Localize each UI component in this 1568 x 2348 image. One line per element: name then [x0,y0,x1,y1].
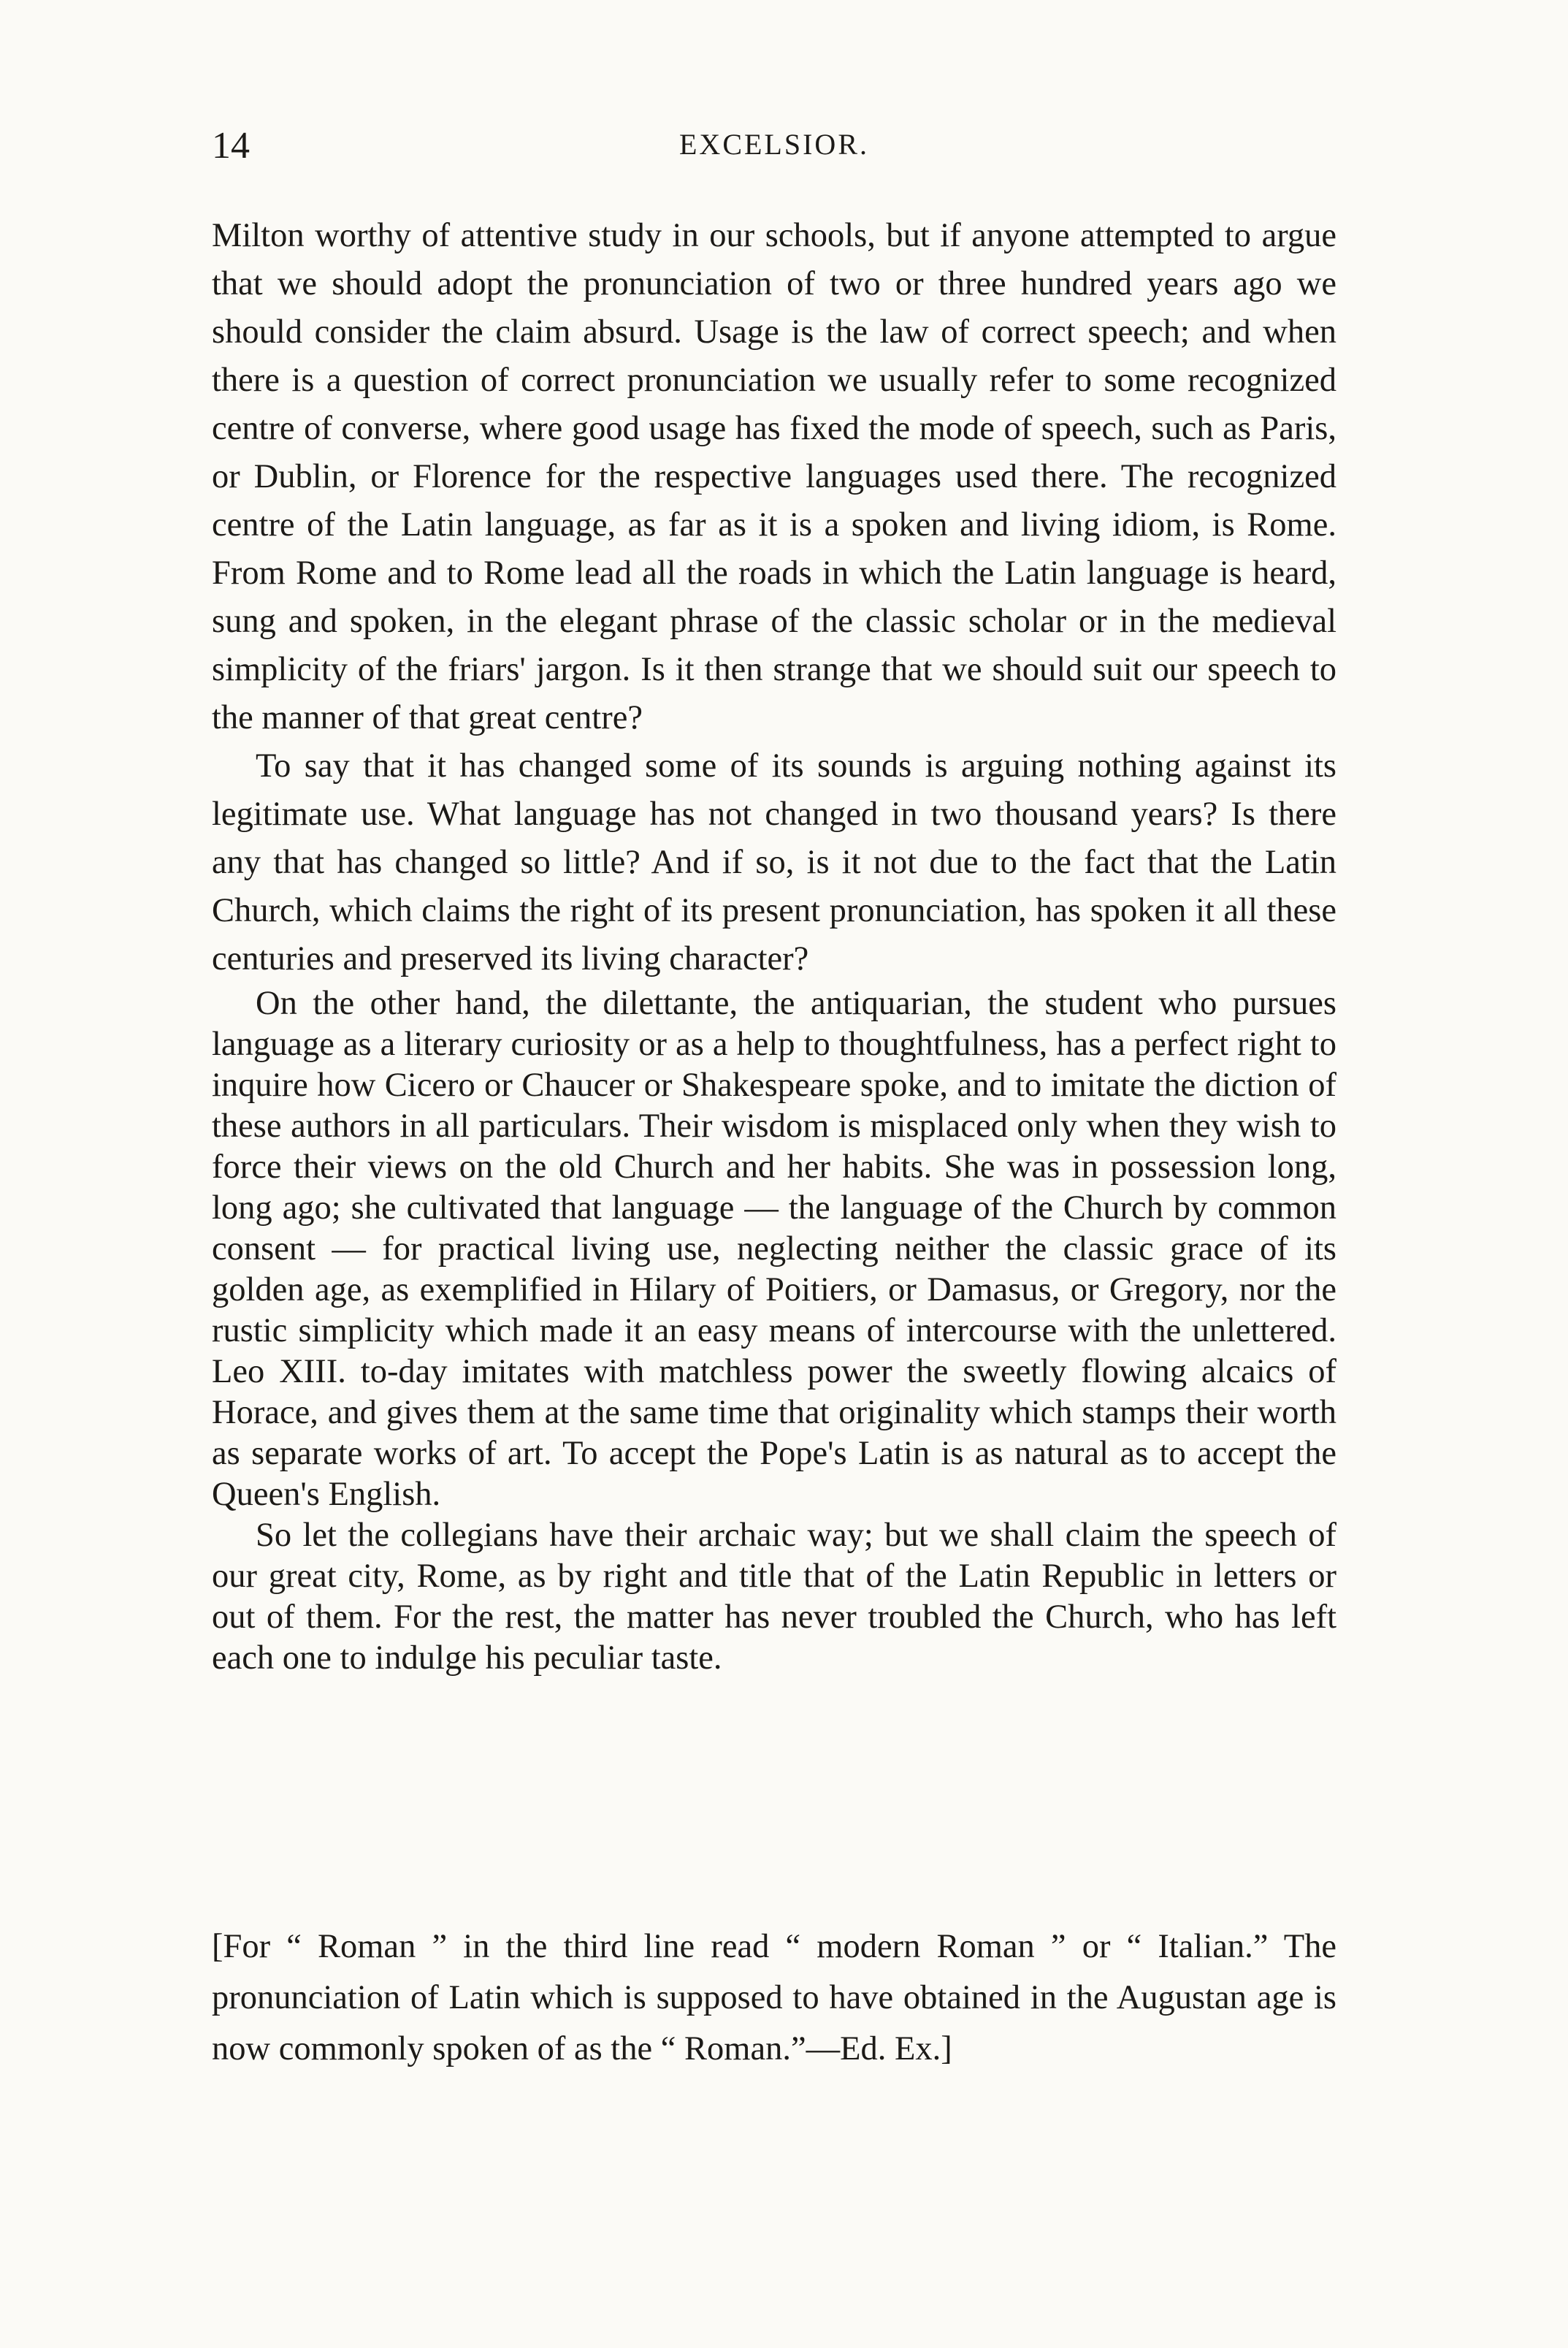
paragraph-3: On the other hand, the dilettante, the antiquarian, the student who pursues language as a literary curiosity or as a help to thoughtfulness, has a perfect right to inquire how Cicero or Chaucer or Shakespeare spoke, and to imitate the diction of these authors in all particulars. Their wisdom is misplaced only when they wish to force their views on the old Church and her habits. She was in possession long, long ago; she cultivated that language — the language of the Church by common consent — for practical living use, neglecting neither the classic grace of its golden age, as exemplified in Hilary of Poitiers, or Damasus, or Gregory, nor the rustic simplicity which made it an easy means of intercourse with the unlettered. Leo XIII. to-day imitates with matchless power the sweetly flowing alcaics of Horace, and gives them at the same time that originality which stamps their worth as separate works of art. To accept the Pope's Latin is as natural as to accept the Queen's English. [212,985,1336,1513]
page-header [212,124,1336,183]
running-title: EXCELSIOR. [679,128,869,161]
editor-note [212,1921,1336,2075]
article-body [212,212,1336,1679]
page-number: 14 [212,125,250,167]
paragraph-1: Milton worthy of attentive study in our schools, but if anyone attempted to argue that we should adopt the pronunciation of two or three hundred years ago we should consider the claim absurd. Usage is the law of correct speech; and when there is a question of correct pronunciation we usually refer to some recognized centre of converse, where good usage has fixed the mode of speech, such as Paris, or Dublin, or Florence for the respective languages used there. The recognized centre of the Latin language, as far as it is a spoken and living idiom, is Rome. From Rome and to Rome lead all the roads in which the Latin language is heard, sung and spoken, in the elegant phrase of the classic scholar or in the medieval simplicity of the friars' jargon. Is it then strange that we should suit our speech to the manner of that great centre? [212,217,1336,736]
editor-note-text: [For “ Roman ” in the third line read “ modern Roman ” or “ Italian.” The pronunciation of Latin which is supposed to have obtained in the Augustan age is now commonly spoken of as the “ Roman.”—Ed. Ex.] [212,1928,1336,2067]
paragraph-2: To say that it has changed some of its sounds is arguing nothing against its legitimate use. What language has not changed in two thousand years? Is there any that has changed so little? And if so, is it not due to the fact that the Latin Church, which claims the right of its present pronunciation, has spoken it all these centuries and preserved its living character? [212,747,1336,977]
paragraph-4: So let the collegians have their archaic way; but we shall claim the speech of our great city, Rome, as by right and title that of the Latin Republic in letters or out of them. For the rest, the matter has never troubled the Church, who has left each one to indulge his peculiar taste. [212,1517,1336,1677]
